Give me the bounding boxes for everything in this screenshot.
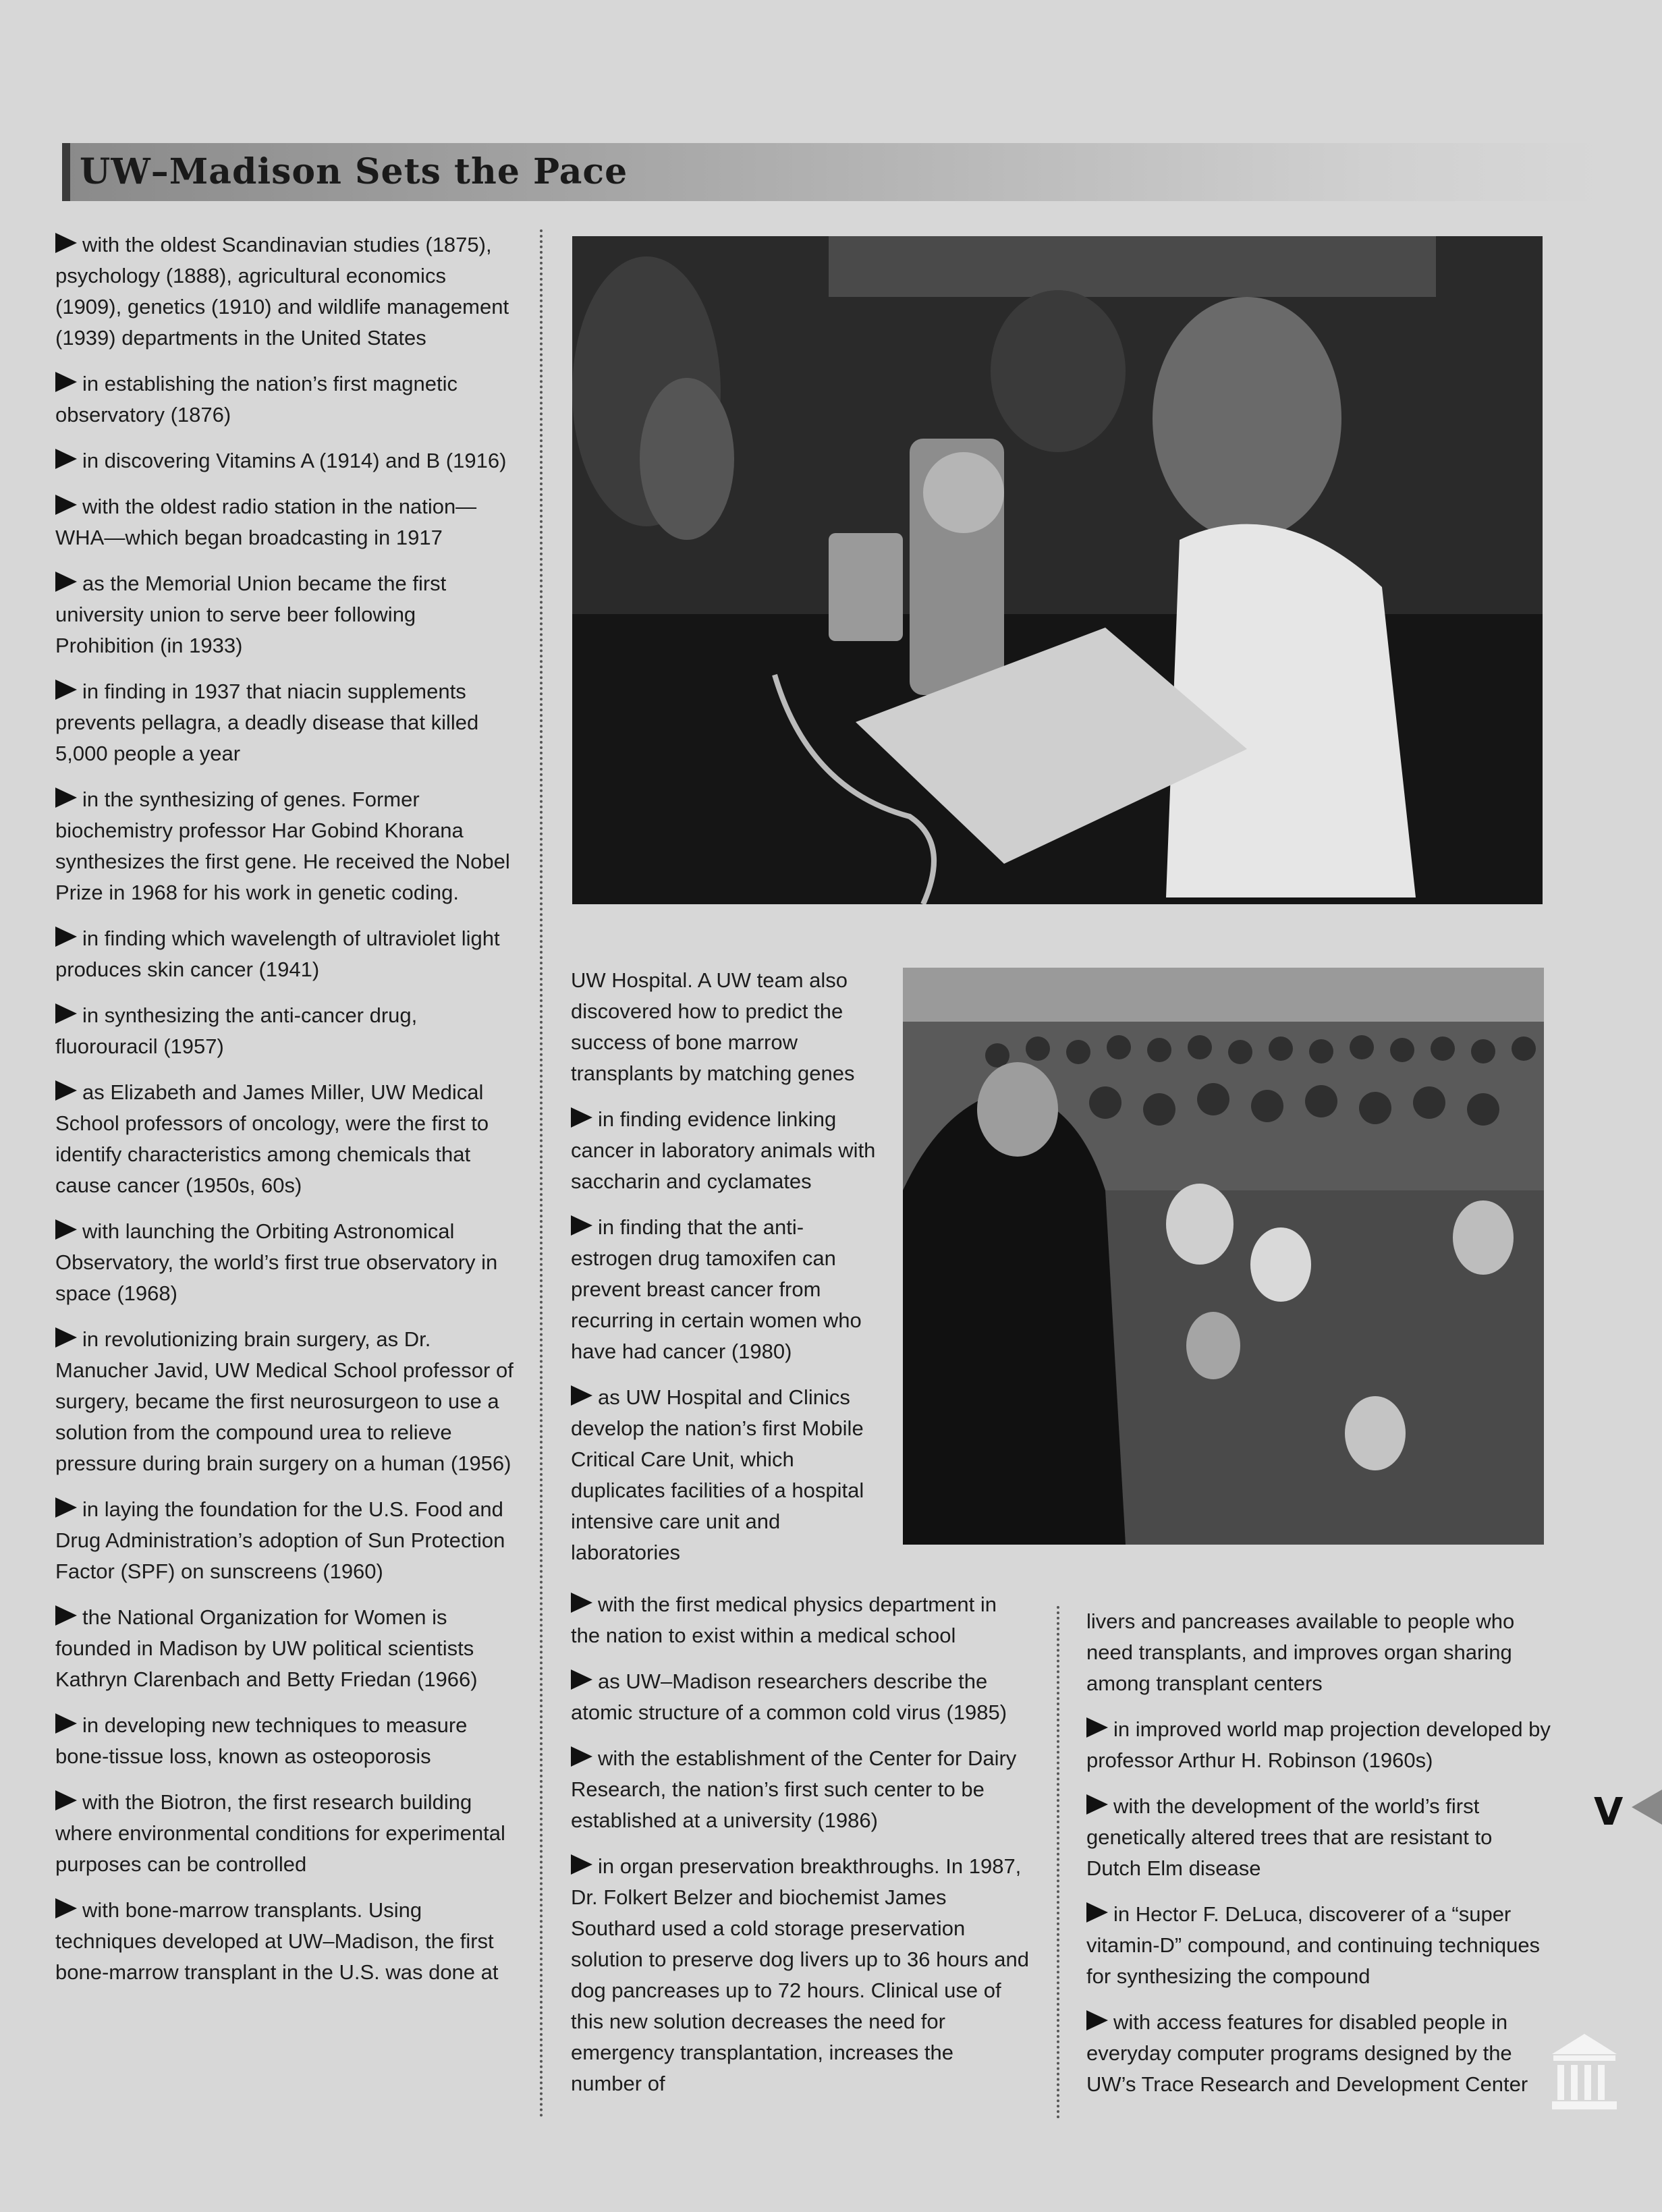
photo-microscope-lab-image xyxy=(572,236,1543,904)
bullet-arrow-icon xyxy=(55,572,77,592)
list-item: as the Memorial Union became the first university union to serve beer following Prohibition (in 1933) xyxy=(55,572,447,657)
list-item: with the oldest radio station in the nation—WHA—which began broadcasting in 1917 xyxy=(55,495,477,549)
photo-lecture-hall-image xyxy=(903,968,1544,1545)
column-divider-1 xyxy=(540,229,543,2119)
bullet-arrow-icon xyxy=(55,927,77,947)
continued-text: livers and pancreases available to people who need transplants, and improves organ sharing among transplant centers xyxy=(1086,1609,1515,1695)
page-title: UW–Madison Sets the Pace xyxy=(80,151,628,192)
bullet-arrow-icon xyxy=(55,1080,77,1101)
list-item: in revolutionizing brain surgery, as Dr. Manucher Javid, UW Medical School professor of surgery, became the first neurosurgeon to use a solution from the compound urea to relieve pressure during brain surgery on a human (1956) xyxy=(55,1327,514,1475)
list-item: in organ preservation breakthroughs. In 1987, Dr. Folkert Belzer and biochemist James Southard used a cold storage preservation solution to preserve dog livers up to 36 hours and dog pancreases up to 72 hours. Clinical use of this new solution decreases the need for emergency transplantation, increases the number of xyxy=(571,1854,1029,2095)
bullet-arrow-icon xyxy=(55,1219,77,1240)
bullet-arrow-icon xyxy=(571,1107,592,1128)
bullet-arrow-icon xyxy=(1086,1794,1108,1815)
bullet-arrow-icon xyxy=(55,449,77,469)
bullet-arrow-icon xyxy=(1086,2010,1108,2030)
photo-lecture-hall xyxy=(903,968,1544,1545)
list-item: in synthesizing the anti-cancer drug, fluorouracil (1957) xyxy=(55,1003,418,1058)
list-item: with the Biotron, the first research building where environmental conditions for experimental purposes can be controlled xyxy=(55,1790,505,1876)
bullet-arrow-icon xyxy=(55,680,77,700)
bullet-arrow-icon xyxy=(55,1497,77,1518)
bullet-arrow-icon xyxy=(55,787,77,808)
list-item: as Elizabeth and James Miller, UW Medical School professors of oncology, were the first to identify characteristics among chemicals that cause cancer (1950s, 60s) xyxy=(55,1080,489,1197)
list-item: the National Organization for Women is founded in Madison by UW political scientists Kathryn Clarenbach and Betty Friedan (1966) xyxy=(55,1605,478,1691)
list-item: in establishing the nation’s first magnetic observatory (1876) xyxy=(55,372,458,426)
page-arrow-icon xyxy=(1632,1790,1662,1825)
list-item: with bone-marrow transplants. Using techniques developed at UW–Madison, the first bone-marrow transplant in the U.S. was done at xyxy=(55,1898,499,1984)
list-item: in finding in 1937 that niacin supplements prevents pellagra, a deadly disease that killed 5,000 people a year xyxy=(55,680,479,765)
bullet-arrow-icon xyxy=(55,1003,77,1024)
list-item: with access features for disabled people in everyday computer programs designed by the UW’s Trace Research and Development Center xyxy=(1086,2010,1528,2096)
list-item: in the synthesizing of genes. Former biochemistry professor Har Gobind Khorana synthesizes the first gene. He received the Nobel Prize in 1968 for his work in genetic coding. xyxy=(55,787,510,904)
list-item: in finding that the anti-estrogen drug tamoxifen can prevent breast cancer from recurring in certain women who have had cancer (1980) xyxy=(571,1215,862,1363)
list-item: with the development of the world’s first genetically altered trees that are resistant to Dutch Elm disease xyxy=(1086,1794,1493,1880)
bullet-arrow-icon xyxy=(55,1790,77,1810)
list-item: as UW–Madison researchers describe the atomic structure of a common cold virus (1985) xyxy=(571,1669,1007,1724)
bullet-arrow-icon xyxy=(55,495,77,515)
list-item: in finding evidence linking cancer in laboratory animals with saccharin and cyclamates xyxy=(571,1107,876,1193)
list-item: in developing new techniques to measure bone-tissue loss, known as osteoporosis xyxy=(55,1713,468,1768)
text-column-3 xyxy=(1086,1606,1552,2115)
list-item: in improved world map projection developed by professor Arthur H. Robinson (1960s) xyxy=(1086,1717,1551,1772)
bullet-arrow-icon xyxy=(55,1605,77,1626)
continued-text: UW Hospital. A UW team also discovered how to predict the success of bone marrow transplants by matching genes xyxy=(571,968,855,1085)
bullet-arrow-icon xyxy=(1086,1902,1108,1923)
list-item: in discovering Vitamins A (1914) and B (1916) xyxy=(55,445,514,476)
bullet-arrow-icon xyxy=(571,1593,592,1613)
list-item: with the first medical physics department in the nation to exist within a medical school xyxy=(571,1593,997,1647)
list-item: with the establishment of the Center for Dairy Research, the nation’s first such center to be established at a university (1986) xyxy=(571,1746,1017,1832)
bullet-arrow-icon xyxy=(571,1385,592,1406)
column-divider-2 xyxy=(1057,1606,1059,2119)
list-item: as UW Hospital and Clinics develop the nation’s first Mobile Critical Care Unit, which duplicates facilities of a hospital intensive care unit and laboratories xyxy=(571,1385,864,1564)
bullet-arrow-icon xyxy=(571,1669,592,1690)
bullet-arrow-icon xyxy=(571,1854,592,1875)
bullet-arrow-icon xyxy=(55,1898,77,1918)
text-column-1 xyxy=(55,229,514,2003)
list-item: in laying the foundation for the U.S. Food and Drug Administration’s adoption of Sun Protection Factor (SPF) on sunscreens (1960) xyxy=(55,1497,505,1583)
bullet-arrow-icon xyxy=(55,372,77,392)
text-column-2b xyxy=(571,1589,1030,2114)
bullet-arrow-icon xyxy=(55,233,77,253)
title-bar-accent xyxy=(62,143,70,201)
photo-microscope-lab xyxy=(572,236,1543,904)
bullet-arrow-icon xyxy=(571,1215,592,1236)
list-item: with launching the Orbiting Astronomical Observatory, the world’s first true observatory in space (1968) xyxy=(55,1219,498,1305)
list-item: with the oldest Scandinavian studies (1875), psychology (1888), agricultural economics (1909), genetics (1910) and wildlife management (1939) departments in the United States xyxy=(55,233,509,350)
list-item: in Hector F. DeLuca, discoverer of a “super vitamin-D” compound, and continuing techniques for synthesizing the compound xyxy=(1086,1902,1541,1988)
bullet-arrow-icon xyxy=(571,1746,592,1767)
text-column-2 xyxy=(571,965,881,1583)
bullet-arrow-icon xyxy=(55,1713,77,1734)
page-marker: V xyxy=(1594,1790,1624,1834)
building-logo-icon xyxy=(1549,2031,1619,2112)
bullet-arrow-icon xyxy=(55,1327,77,1348)
list-item: in finding which wavelength of ultraviolet light produces skin cancer (1941) xyxy=(55,927,500,981)
bullet-arrow-icon xyxy=(1086,1717,1108,1738)
